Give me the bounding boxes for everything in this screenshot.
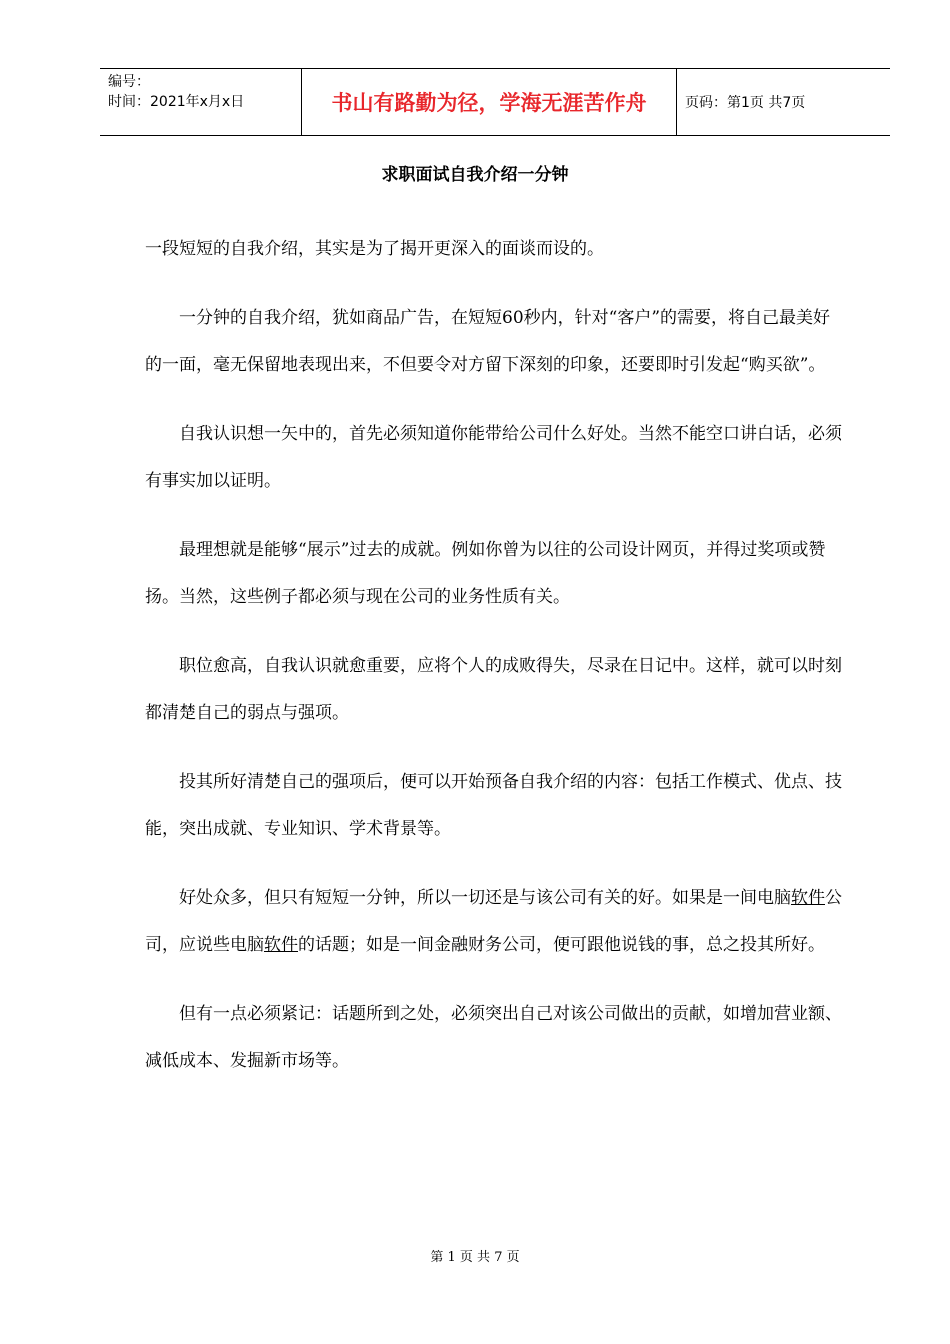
paragraph-text: 的话题；如是一间金融财务公司，便可跟他说钱的事，总之投其所好。 [298, 935, 825, 955]
paragraph-text: 公司，应说些电脑 [145, 888, 842, 955]
software-link[interactable]: 软件 [791, 888, 825, 908]
header-page-info: 页码：第1页 共7页 [685, 95, 806, 111]
time-label: 时间：2021年x月x日 [108, 94, 245, 110]
document-title: 求职面试自我介绍一分钟 [381, 165, 569, 185]
paragraph: 自我认识想一矢中的，首先必须知道你能带给公司什么好处。当然不能空口讲白话，必须有事实加以证明。 [145, 424, 842, 491]
number-label: 编号： [108, 74, 150, 90]
document-body [145, 226, 845, 1107]
paragraph: 最理想就是能够“展示”过去的成就。例如你曾为以往的公司设计网页，并得过奖项或赞扬。当然，这些例子都必须与现在公司的业务性质有关。 [145, 540, 826, 607]
paragraph: 一段短短的自我介绍，其实是为了揭开更深入的面谈而设的。 [145, 239, 604, 259]
paragraph: 投其所好清楚自己的强项后，便可以开始预备自我介绍的内容：包括工作模式、优点、技能，突出成就、专业知识、学术背景等。 [145, 772, 842, 839]
header-meta [100, 69, 302, 135]
paragraph: 但有一点必须紧记：话题所到之处，必须突出自己对该公司做出的贡献，如增加营业额、减低成本、发掘新市场等。 [145, 1004, 842, 1071]
paragraph: 一分钟的自我介绍，犹如商品广告，在短短60秒内，针对“客户”的需要，将自己最美好的一面，毫无保留地表现出来，不但要令对方留下深刻的印象，还要即时引发起“购买欲”。 [145, 308, 831, 375]
software-link[interactable]: 软件 [264, 935, 298, 955]
paragraph: 职位愈高，自我认识就愈重要，应将个人的成败得失，尽录在日记中。这样，就可以时刻都清楚自己的弱点与强项。 [145, 656, 842, 723]
page-footer: 第 1 页 共 7 页 [430, 1250, 520, 1265]
page-header [100, 68, 890, 136]
paragraph-text: 好处众多，但只有短短一分钟，所以一切还是与该公司有关的好。如果是一间电脑 [179, 888, 791, 908]
header-motto: 书山有路勤为径，学海无涯苦作舟 [302, 69, 677, 135]
paragraph [145, 875, 845, 969]
